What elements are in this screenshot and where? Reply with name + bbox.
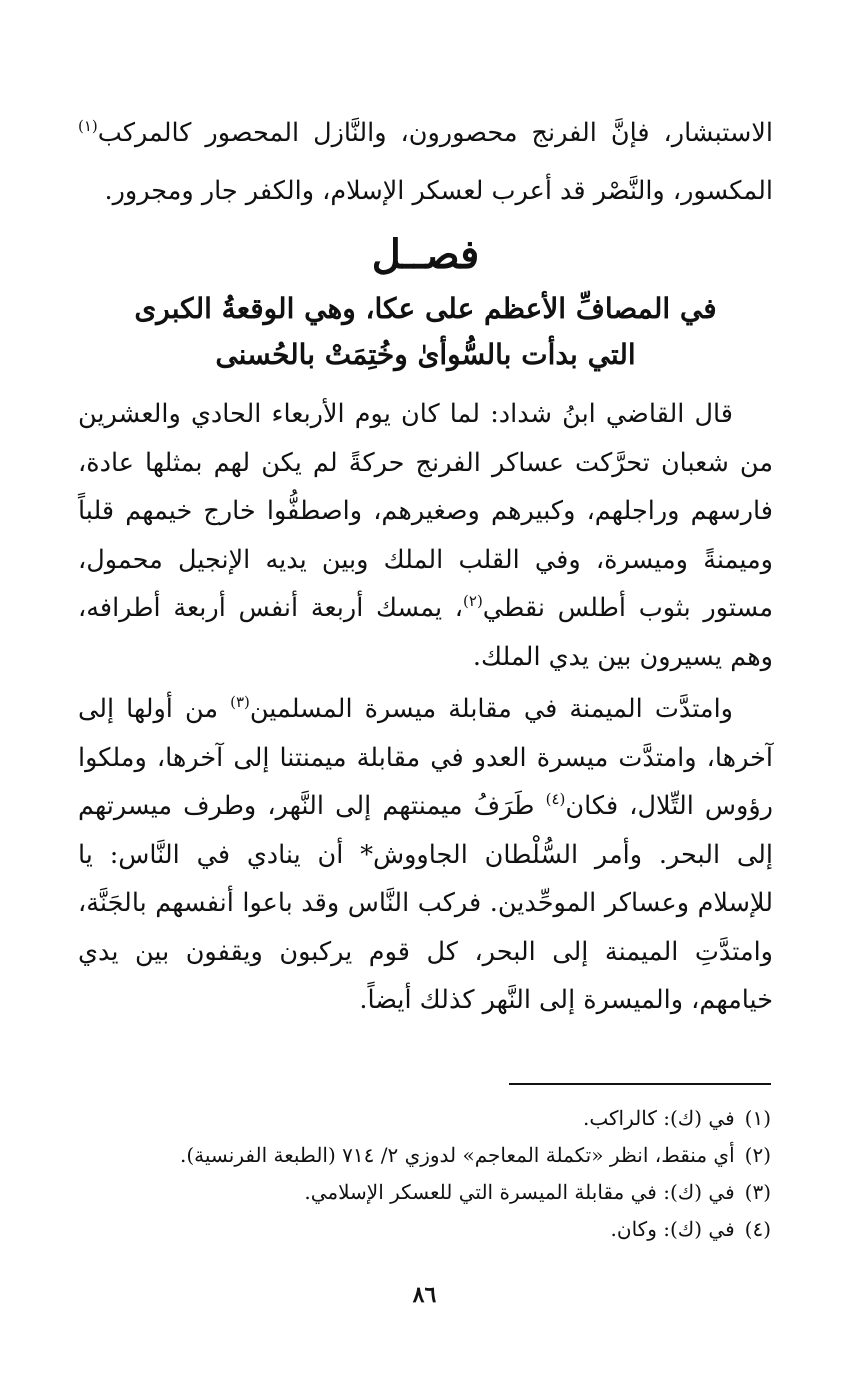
paragraph-1-part1: قال القاضي ابنُ شداد: لما كان يوم الأربعاء الحادي والعشرين من شعبان تحرَّكت عساكر الفرنج حركةً لم يكن لهم بمثلها عادة، فارسهم وراجلهم، وكبيرهم وصغيرهم، واصطفُّوا خارج خيمهم قلباً وميمنةً وميسرة، وفي القلب الملك وبين يديه الإنجيل محمول، مستور بثوب أطلس نقطي (78, 399, 773, 623)
footnotes-list (81, 1100, 771, 1248)
chapter-heading (78, 286, 773, 378)
footnote-text: في (ك): كالراكب. (583, 1106, 735, 1130)
footnote-number: (٢) (744, 1143, 771, 1167)
footnote-text: في (ك): وكان. (610, 1217, 735, 1241)
paragraph-2-part2: من أولها إلى آخرها، وامتدَّت ميسرة العدو في مقابلة ميمنتنا إلى آخرها، وملكوا رؤوس التِّلال، فكان (78, 694, 773, 821)
footnote-ref-1[interactable]: (١) (78, 117, 98, 135)
footnote-item (81, 1100, 771, 1137)
footnote-number: (٣) (744, 1180, 771, 1204)
footnote-text: أي منقط، انظر «تكملة المعاجم» لدوزي ٢/ ٧١٤ (الطبعة الفرنسية). (180, 1143, 735, 1167)
section-word: فصــل (371, 231, 480, 278)
footnote-ref-4[interactable]: (٤) (545, 790, 566, 808)
paragraph-1 (78, 390, 773, 681)
chapter-heading-line2: التي بدأت بالسُّوأىٰ وخُتِمَتْ بالحُسنى (215, 338, 636, 371)
paragraph-1-part2: ، يمسك أربعة أنفس أربعة أطرافه، وهم يسيرون بين يدي الملك. (78, 593, 773, 672)
footnote-number: (٤) (744, 1217, 771, 1241)
paragraph-2-part1: وامتدَّت الميمنة في مقابلة ميسرة المسلمين (249, 694, 733, 724)
continued-paragraph (78, 104, 773, 220)
footnote-number: (١) (744, 1106, 771, 1130)
footnote-item (81, 1137, 771, 1174)
footnote-ref-2[interactable]: (٢) (463, 592, 483, 610)
continued-text-part2: المكسور، والنَّصْر قد أعرب لعسكر الإسلام، والكفر جار ومجرور. (104, 176, 773, 206)
footnote-ref-3[interactable]: (٣) (230, 693, 250, 711)
paragraph-2 (78, 685, 773, 1025)
footnote-divider (509, 1083, 771, 1085)
continued-text-part1: الاستبشار، فإنَّ الفرنج محصورون، والنَّازل المحصور كالمركب (97, 118, 773, 148)
footnote-item (81, 1174, 771, 1211)
footnote-text: في (ك): في مقابلة الميسرة التي للعسكر الإسلامي. (304, 1180, 735, 1204)
page-number: ٨٦ (412, 1282, 437, 1308)
chapter-heading-line1: في المصافِّ الأعظم على عكا، وهي الوقعةُ الكبرى (134, 292, 717, 325)
footnote-item (81, 1211, 771, 1248)
paragraph-2-part3: طَرَفُ ميمنتهم إلى النَّهر، وطرف ميسرتهم إلى البحر. وأمر السُّلْطان الجاووش* أن ينادي في النَّاس: يا للإسلام وعساكر الموحِّدين. فركب النَّاس وقد باعوا أنفسهم بالجَنَّة، وامتدَّتِ الميمنة إلى البحر، كل قوم يركبون ويقفون بين يدي خيامهم، والميسرة إلى النَّهر كذلك أيضاً. (78, 791, 774, 1015)
